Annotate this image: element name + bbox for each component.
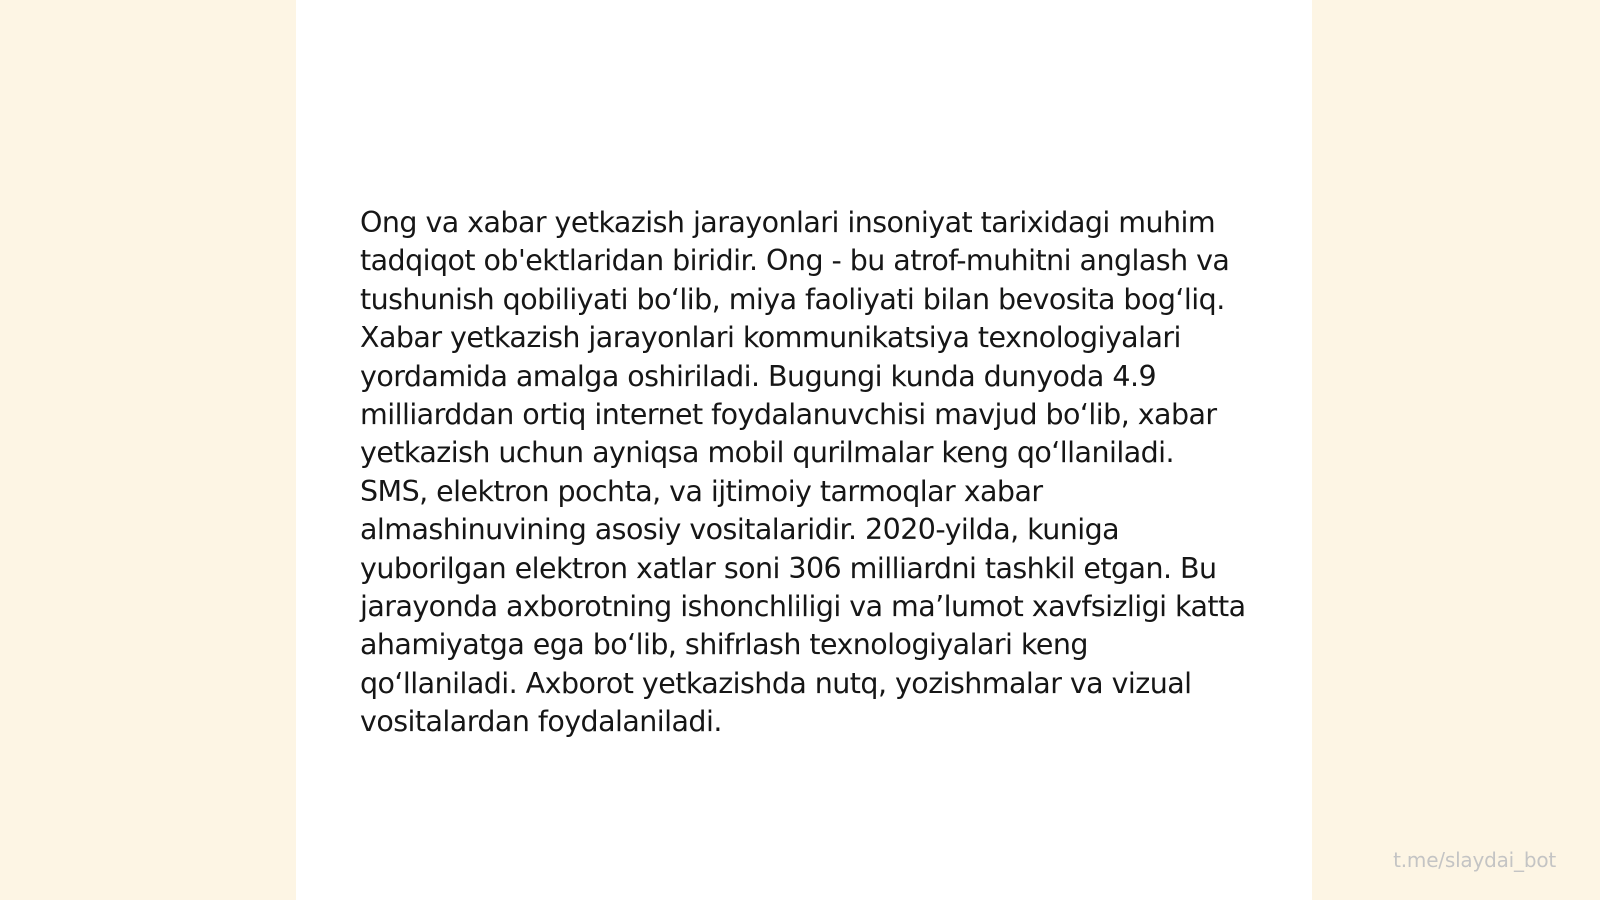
left-margin-background (0, 0, 296, 900)
slide-body-text: Ong va xabar yetkazish jarayonlari insoniyat tarixidagi muhim tadqiqot ob'ektlaridan biridir. Ong - bu atrof-muhitni anglash va tushunish qobiliyati bo‘lib, miya faoliyati bilan bevosita bog‘liq. Xabar yetkazish jarayonlari kommunikatsiya texnologiyalari yordamida amalga oshiriladi. Bugungi kunda dunyoda 4.9 milliarddan ortiq internet foydalanuvchisi mavjud bo‘lib, xabar yetkazish uchun ayniqsa mobil qurilmalar keng qo‘llaniladi. SMS, elektron pochta, va ijtimoiy tarmoqlar xabar almashinuvining asosiy vositalaridir. 2020-yilda, kuniga yuborilgan elektron xatlar soni 306 milliardni tashkil etgan. Bu jarayonda axborotning ishonchliligi va ma’lumot xavfsizligi katta ahamiyatga ega bo‘lib, shifrlash texnologiyalari keng qo‘llaniladi. Axborot yetkazishda nutq, yozishmalar va vizual vositalardan foydalaniladi. (360, 206, 1246, 739)
right-margin-background (1312, 0, 1600, 900)
watermark: t.me/slaydai_bot (1393, 848, 1556, 872)
slide (296, 0, 1312, 900)
